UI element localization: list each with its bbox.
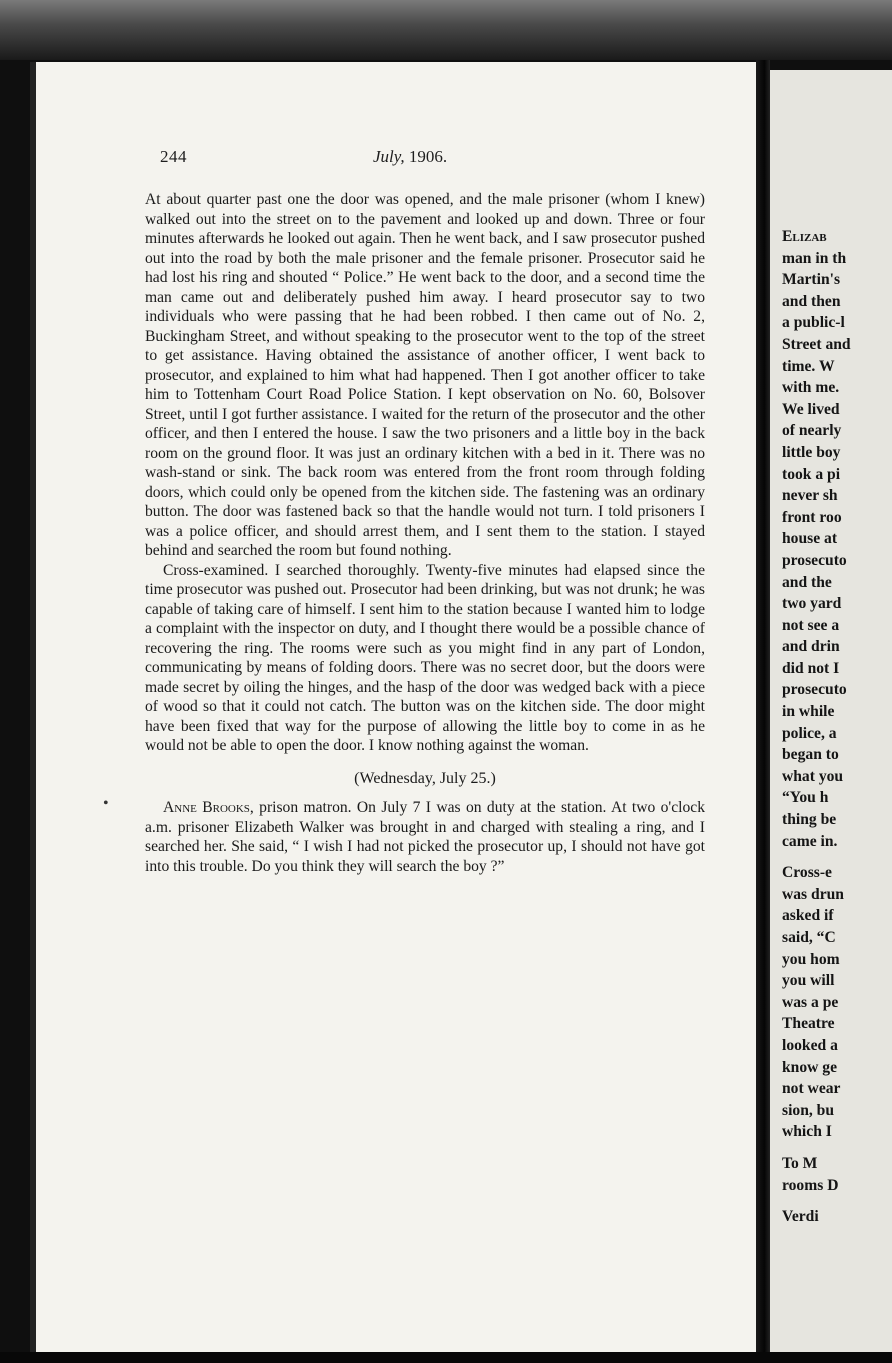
- right-page-line: not wear: [782, 1080, 841, 1098]
- right-page-line: rooms D: [782, 1176, 839, 1194]
- paragraph-cross-examined: Cross-examined. I searched thoroughly. Twenty-five minutes had elapsed since the time prosecutor was pushed out. Prosecutor had been drinking, but was not drunk; he was capable of taking care of himself. I sent him to the station because I wanted him to lodge a complaint with the inspector on duty, and I thought there would be a possible chance of recovering the ring. The rooms were such as you might find in any part of London, communicating by means of folding doors. There was no secret door, but the doors were made secret by oiling the hinges, and the hasp of the door was wedged back with a piece of wood so that it could not catch. The button was on the kitchen side. The door might have been fixed that way for the purpose of allowing the little boy to come in as he would not be able to open the door. I know nothing against the woman.: [145, 561, 705, 754]
- witness-statement: prison matron. On July 7 I was on duty at the station. At two o'clock a.m. prisoner Elizabeth Walker was brought in and charged with stealing a ring, and I searched her. She said, “ I wish I had not picked the prosecutor up, I should not have got into this trouble. Do you think they will search the boy ?”: [145, 799, 706, 875]
- right-page-line: Martin's: [782, 271, 841, 289]
- right-page-line: Theatre: [782, 1015, 835, 1033]
- right-page-line: said, “C: [782, 929, 836, 946]
- right-page-line: and then: [782, 292, 841, 310]
- right-page-text: [782, 226, 892, 1228]
- right-page-line: did not I: [782, 659, 840, 677]
- margin-dot: •: [103, 795, 109, 812]
- right-page-line: not see a: [782, 616, 840, 634]
- right-page-line: looked a: [782, 1036, 838, 1054]
- right-page-line: two yard: [782, 595, 842, 613]
- right-page-line: began to: [782, 746, 839, 764]
- witness-name: Anne Brooks,: [163, 799, 254, 816]
- right-page-line: was a pe: [782, 993, 839, 1011]
- right-page-line: with me.: [782, 379, 840, 397]
- right-page-line: police, a: [782, 724, 837, 742]
- right-page-line: Cross-e: [782, 864, 832, 882]
- right-page-line: in while: [782, 703, 835, 721]
- page-header: [160, 147, 720, 169]
- right-page-line: house at: [782, 530, 838, 548]
- right-page-line: front roo: [782, 508, 842, 526]
- running-head-year: 1906.: [408, 147, 448, 166]
- right-page-line: you hom: [782, 950, 840, 968]
- right-page-line: Verdi: [782, 1208, 819, 1226]
- body-text: [145, 190, 705, 876]
- right-page-line: took a pi: [782, 465, 841, 483]
- book-spine: [756, 60, 770, 1363]
- right-page-line: We lived: [782, 400, 840, 418]
- right-page-line: you will: [782, 972, 835, 990]
- right-page: [770, 70, 892, 1353]
- page-number: 244: [160, 147, 187, 166]
- right-page-line: know ge: [782, 1058, 838, 1076]
- right-page-line: Elizab: [782, 228, 827, 245]
- right-page-line: which I: [782, 1123, 832, 1141]
- right-page-line: sion, bu: [782, 1101, 835, 1119]
- date-heading: (Wednesday, July 25.): [354, 769, 496, 787]
- right-page-line: little boy: [782, 443, 841, 461]
- right-page-line: “You h: [782, 789, 829, 807]
- right-page-line: never sh: [782, 487, 838, 505]
- right-page-line: man in th: [782, 249, 847, 267]
- right-page-line: asked if: [782, 907, 834, 925]
- paragraph-testimony: At about quarter past one the door was opened, and the male prisoner (whom I knew) walked out into the street on to the pavement and looked up and down. Three or four minutes afterwards he looked out again. Then he went back, and I saw prosecutor pushed out into the road by both the male prisoner and the female prisoner. Prosecutor said he had lost his ring and shouted “ Police.” He went back to the door, and a second time the man came out and deliberately pushed him away. I heard prosecutor say to two individuals who were passing that he had been robbed. I then came out of No. 2, Buckingham Street, and without speaking to the prosecutor went to the top of the street to get assistance. Having obtained the assistance of another officer, I went back to prosecutor, and explained to him what had happened. Then I got another officer to take him to Tottenham Court Road Police Station. I kept observation on No. 60, Bolsover Street, until I got further assistance. I waited for the return of the prosecutor and the other officer, and then I entered the house. I saw the two prisoners and a little boy in the back room on the ground floor. It was just an ordinary kitchen with a bed in it. There was no wash-stand or sink. The back room was entered from the front room through folding doors, which could only be opened from the kitchen side. The fastening was an ordinary button. The door was fastened back so that the handle would not turn. I told prisoners I was a police officer, and should arrest them, and I sent them to the station. I stayed behind and searched the room but found nothing.: [145, 191, 705, 559]
- right-page-line: prosecuto: [782, 551, 847, 569]
- right-page-line: prosecuto: [782, 681, 847, 699]
- right-page-line: what you: [782, 767, 844, 785]
- right-page-line: of nearly: [782, 422, 842, 440]
- right-page-line: a public-l: [782, 314, 845, 332]
- running-head: [373, 147, 447, 167]
- right-page-line: Street and: [782, 335, 851, 353]
- running-head-month: July,: [373, 147, 405, 166]
- right-page-line: thing be: [782, 811, 837, 829]
- paragraph-anne-brooks: [145, 798, 705, 876]
- right-page-line: To M: [782, 1154, 818, 1172]
- right-page-line: came in.: [782, 832, 838, 850]
- scan-top-edge: [0, 0, 892, 60]
- scan-bottom-edge: [0, 1352, 892, 1363]
- right-page-line: time. W: [782, 357, 835, 375]
- right-page-line: and drin: [782, 638, 840, 656]
- right-page-line: and the: [782, 573, 832, 591]
- right-page-line: was drun: [782, 885, 844, 903]
